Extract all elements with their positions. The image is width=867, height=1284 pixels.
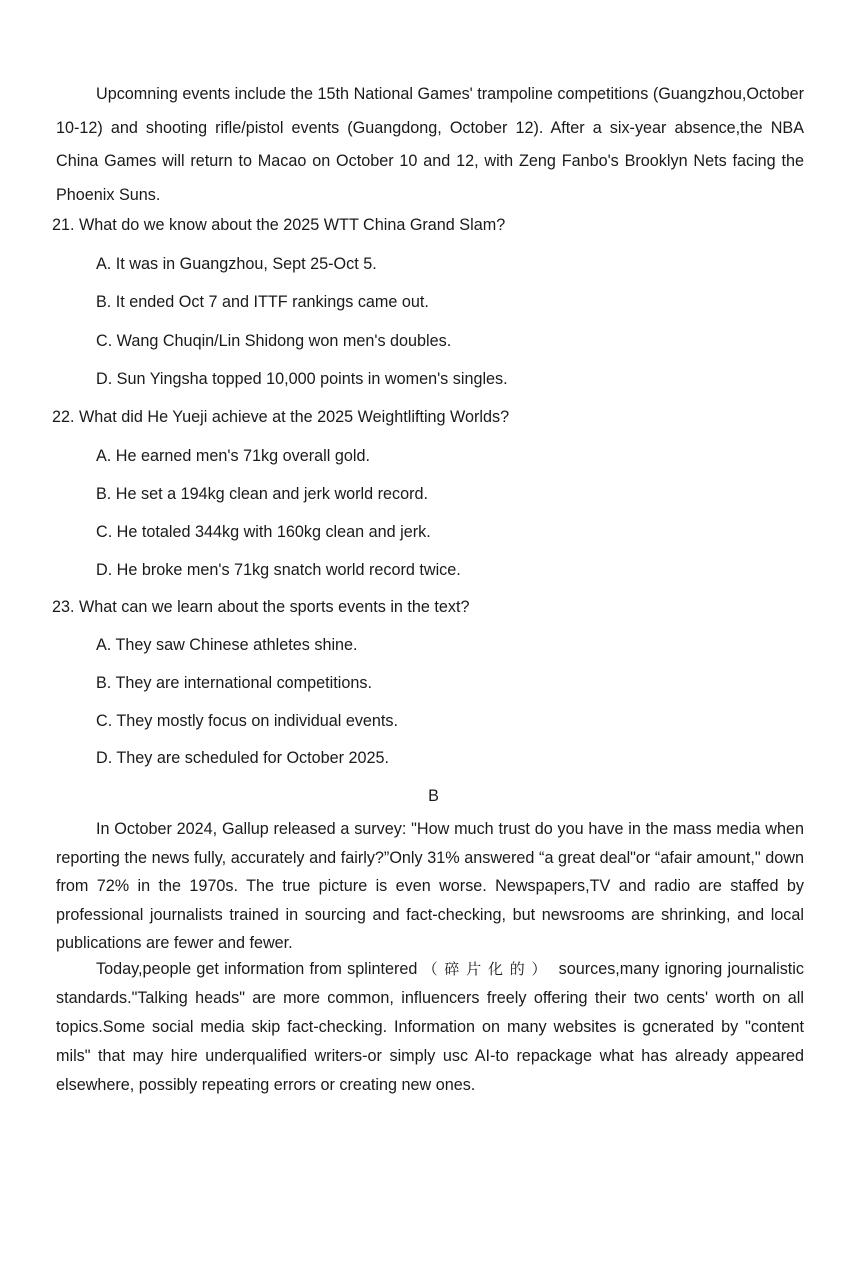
passage-b-paragraph-1: In October 2024, Gallup released a survey: "How much trust do you have in the mass media when reporting the news fully, accurately and fairly?”Only 31% answered “a great deal"or “afair amount," down from 72% in the 1970s. The true picture is even worse. Newspapers,TV and radio are staffed by professional journalists trained in sourcing and fact-checking, but newsrooms are shrinking, and local publications are fewer and fewer. (56, 820, 804, 952)
question-23-stem: 23. What can we learn about the sports events in the text? (52, 598, 470, 616)
question-22-option-a: A. He earned men's 71kg overall gold. (96, 447, 370, 465)
question-23-option-a: A. They saw Chinese athletes shine. (96, 636, 358, 654)
question-21-option-b: B. It ended Oct 7 and ITTF rankings came out. (96, 293, 429, 311)
question-22-option-b: B. He set a 194kg clean and jerk world record. (96, 485, 429, 503)
question-21-option-d: D. Sun Yingsha topped 10,000 points in women's singles. (96, 370, 508, 388)
question-21-option-c: C. Wang Chuqin/Lin Shidong won men's doubles. (96, 332, 452, 350)
passage-a-final-paragraph: Upcomning events include the 15th National Games' trampoline competitions (Guangzhou,October 10-12) and shooting rifle/pistol events (Guangdong, October 12). After a six-year absence,the NBA China Games will return to Macao on October 10 and 12, with Zeng Fanbo's Brooklyn Nets facing the Phoenix Suns. (56, 85, 804, 204)
question-21-option-a: A. It was in Guangzhou, Sept 25-Oct 5. (96, 255, 377, 273)
paragraph-2-text-start: Today,people get information from splintered (96, 960, 423, 978)
question-21-stem: 21. What do we know about the 2025 WTT China Grand Slam? (52, 216, 506, 234)
chinese-gloss: （碎片化的） (422, 960, 554, 978)
passage-b-heading: B (428, 787, 439, 805)
question-22-option-d: D. He broke men's 71kg snatch world record twice. (96, 561, 461, 579)
question-23-option-b: B. They are international competitions. (96, 674, 372, 692)
passage-b-paragraph-2 (56, 955, 804, 1100)
question-22-option-c: C. He totaled 344kg with 160kg clean and jerk. (96, 523, 431, 541)
paragraph-2-text-rest: sources,many ignoring journalistic standards."Talking heads" are more common, influencers freely offering their two cents' worth on all topics.Some social media skip fact-checking. Information on many websites is gcnerated by "content mils" that may hire underqualified writers-or simply usc AI-to repackage what has already appeared elsewhere, possibly repeating errors or creating new ones. (56, 960, 804, 1094)
question-22-stem: 22. What did He Yueji achieve at the 2025 Weightlifting Worlds? (52, 408, 510, 426)
question-23-option-d: D. They are scheduled for October 2025. (96, 749, 390, 767)
question-23-option-c: C. They mostly focus on individual events. (96, 712, 399, 730)
